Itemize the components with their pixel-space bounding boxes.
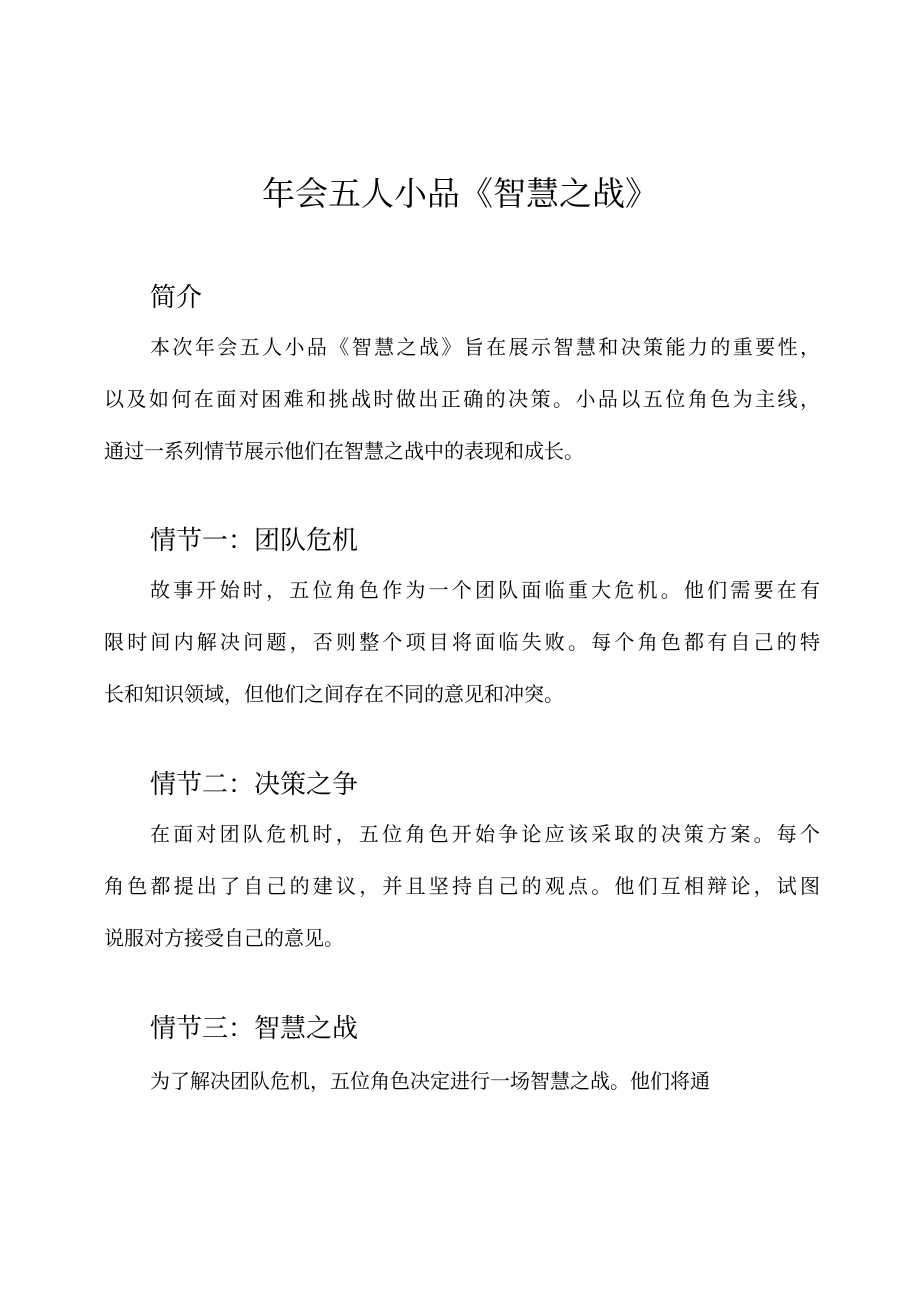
- document-title: 年会五人小品《智慧之战》: [262, 174, 658, 213]
- section-heading-plot-1: 情节一：团队危机: [150, 526, 359, 556]
- paragraph-line: 本次年会五人小品《智慧之战》旨在展示智慧和决策能力的重要性，: [150, 335, 820, 359]
- section-paragraph-plot-2: [104, 808, 820, 964]
- paragraph-line: 限时间内解决问题，否则整个项目将面临失败。每个角色都有自己的特: [104, 630, 820, 654]
- section-paragraph-plot-1: [104, 564, 820, 720]
- paragraph-line: 故事开始时，五位角色作为一个团队面临重大危机。他们需要在有: [150, 578, 820, 602]
- paragraph-line: 为了解决团队危机，五位角色决定进行一场智慧之战。他们将通: [150, 1069, 710, 1093]
- paragraph-line: 在面对团队危机时，五位角色开始争论应该采取的决策方案。每个: [150, 822, 820, 846]
- section-heading-intro: 简介: [150, 283, 203, 313]
- paragraph-line: 说服对方接受自己的意见。: [104, 926, 344, 950]
- paragraph-line: 以及如何在面对困难和挑战时做出正确的决策。小品以五位角色为主线，: [104, 387, 820, 411]
- paragraph-line: 角色都提出了自己的建议，并且坚持自己的观点。他们互相辩论，试图: [104, 874, 820, 898]
- paragraph-line: 通过一系列情节展示他们在智慧之战中的表现和成长。: [104, 439, 584, 463]
- paragraph-line: 长和知识领域，但他们之间存在不同的意见和冲突。: [104, 682, 564, 706]
- section-paragraph-intro: [104, 321, 820, 477]
- section-heading-plot-2: 情节二：决策之争: [150, 770, 359, 800]
- section-heading-plot-3: 情节三：智慧之战: [150, 1014, 359, 1044]
- section-paragraph-plot-3: [104, 1055, 820, 1107]
